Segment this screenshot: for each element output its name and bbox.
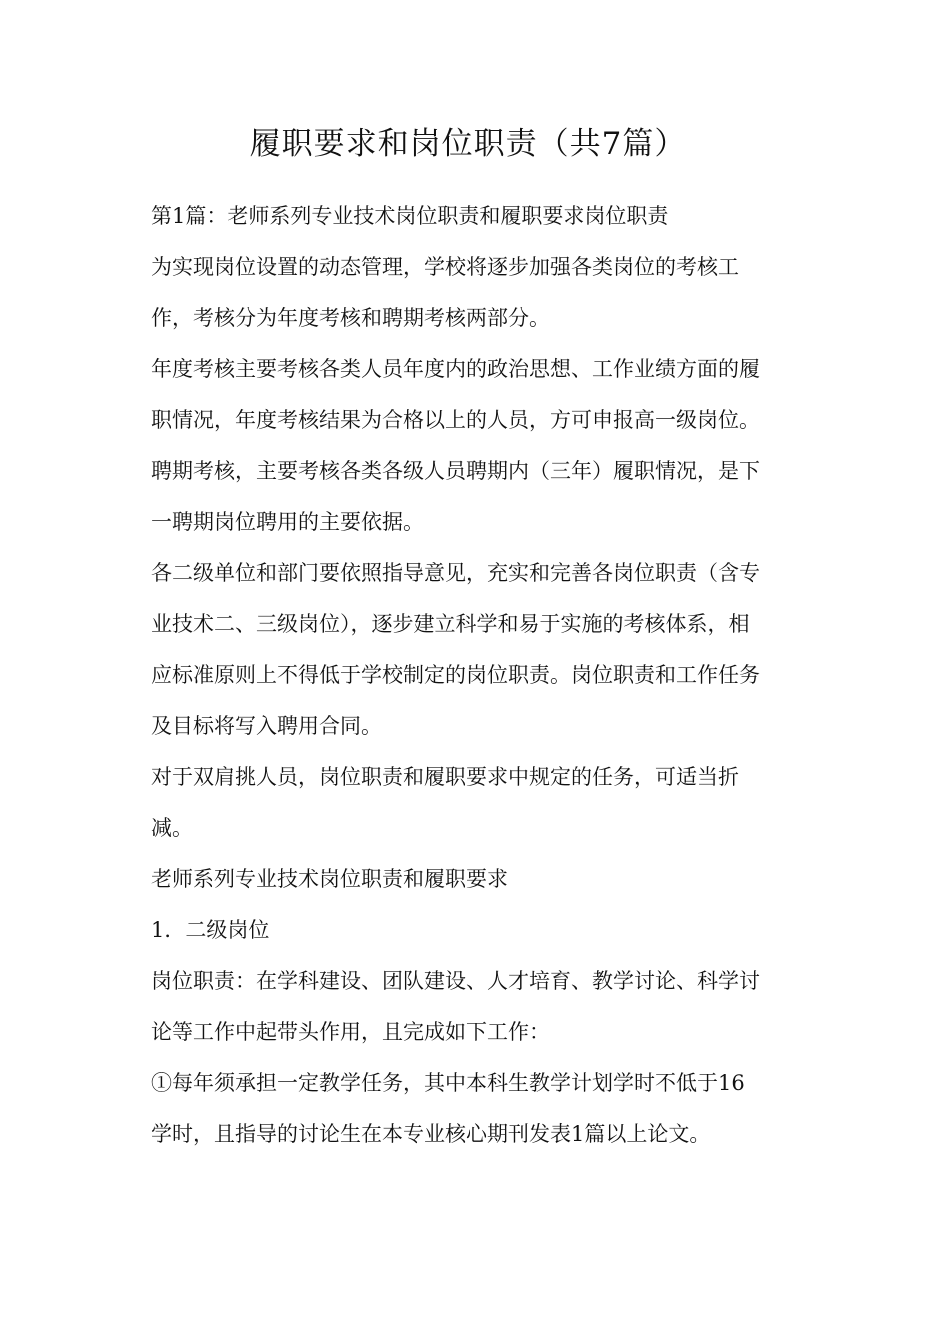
paragraph-line: 各二级单位和部门要依照指导意见，充实和完善各岗位职责（含专 xyxy=(151,561,760,585)
paragraph-line: 岗位职责：在学科建设、团队建设、人才培育、教学讨论、科学讨 xyxy=(151,969,760,993)
section-heading: 老师系列专业技术岗位职责和履职要求 xyxy=(151,867,508,891)
numbered-heading: 1．二级岗位 xyxy=(151,918,270,942)
paragraph-line: 减。 xyxy=(151,816,193,840)
paragraph-line: 对于双肩挑人员，岗位职责和履职要求中规定的任务，可适当折 xyxy=(151,765,739,789)
paragraph-line: 为实现岗位设置的动态管理，学校将逐步加强各类岗位的考核工 xyxy=(151,255,739,279)
paragraph-line: 聘期考核，主要考核各类各级人员聘期内（三年）履职情况，是下 xyxy=(151,459,760,483)
document-body xyxy=(151,191,811,1160)
paragraph-line: 年度考核主要考核各类人员年度内的政治思想、工作业绩方面的履 xyxy=(151,357,760,381)
document-title: 履职要求和岗位职责（共7篇） xyxy=(249,126,687,162)
paragraph-line: 一聘期岗位聘用的主要依据。 xyxy=(151,510,424,534)
paragraph-line: 论等工作中起带头作用，且完成如下工作： xyxy=(151,1020,550,1044)
list-item-line: 学时，且指导的讨论生在本专业核心期刊发表1篇以上论文。 xyxy=(151,1122,711,1146)
paragraph-line: 应标准原则上不得低于学校制定的岗位职责。岗位职责和工作任务 xyxy=(151,663,760,687)
paragraph-line: 职情况，年度考核结果为合格以上的人员，方可申报高一级岗位。 xyxy=(151,408,760,432)
paragraph-line: 第1篇：老师系列专业技术岗位职责和履职要求岗位职责 xyxy=(151,204,669,228)
list-item-line: ①每年须承担一定教学任务，其中本科生教学计划学时不低于16 xyxy=(151,1071,745,1095)
paragraph-line: 作，考核分为年度考核和聘期考核两部分。 xyxy=(151,306,550,330)
paragraph-line: 业技术二、三级岗位），逐步建立科学和易于实施的考核体系，相 xyxy=(151,612,750,636)
paragraph-line: 及目标将写入聘用合同。 xyxy=(151,714,382,738)
